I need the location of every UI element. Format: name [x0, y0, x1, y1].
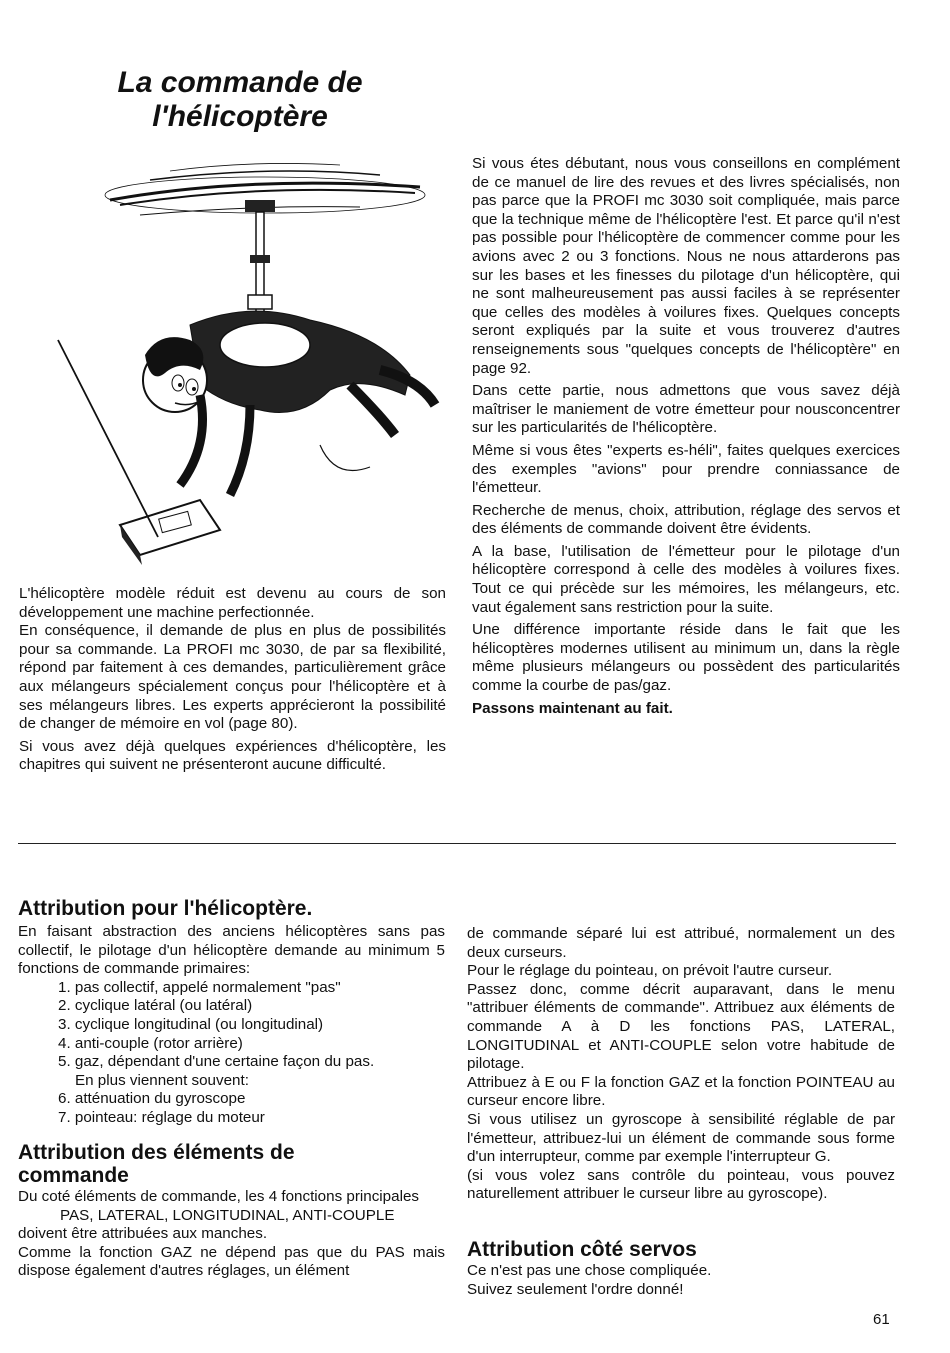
right-paragraph: (si vous volez sans contrôle du pointeau, vous pouvez naturellement attribuer le curseur libre au gyroscope). [467, 1166, 895, 1203]
section2-paragraph: Comme la fonction GAZ ne dépend pas que du PAS mais dispose également d'autres réglages, un élément [18, 1243, 445, 1280]
page-title [95, 66, 385, 134]
intro-paragraph: Dans cette partie, nous admettons que vous savez déjà maîtriser le maniement de votre émetteur pour nousconcentrer sur les particularités de l'hélicoptère. [472, 382, 900, 437]
section3-line: Suivez seulement l'ordre donné! [467, 1280, 684, 1298]
section2-body [18, 1188, 445, 1281]
intro-paragraph: Même si vous êtes "experts es-héli", faites quelques exercices des exemples "avions" pour prendre conniassance de l'émetteur. [472, 441, 900, 497]
section-heading-elements-commande [18, 1141, 448, 1187]
section-heading-line: Attribution des éléments de [18, 1141, 295, 1164]
section-heading-attribution-helicoptere: Attribution pour l'hélicoptère. [18, 897, 313, 920]
section2-paragraph: Du coté éléments de commande, les 4 fonctions principales [18, 1188, 419, 1205]
list-item: 2. cyclique latéral (ou latéral) [58, 997, 253, 1015]
section1-intro: En faisant abstraction des anciens hélicoptères sans pas collectif, le pilotage d'un hélicoptère demande au minimum 5 fonctions de commande primaires: [18, 923, 445, 978]
section2-functions: PAS, LATERAL, LONGITUDINAL, ANTI-COUPLE [60, 1206, 395, 1224]
page-title-line-2: l'hélicoptère [152, 100, 328, 133]
intro-right-column [472, 155, 900, 722]
list-item: 4. anti-couple (rotor arrière) [58, 1034, 243, 1052]
function-list [18, 979, 445, 1128]
right-column-lower [467, 925, 895, 1204]
list-note: En plus viennent souvent: [75, 1071, 249, 1089]
list-item: 7. pointeau: réglage du moteur [58, 1108, 265, 1126]
section-heading-attribution-servos: Attribution côté servos [467, 1238, 697, 1261]
page-number: 61 [873, 1311, 890, 1328]
intro-paragraph: Recherche de menus, choix, attribution, réglage des servos et des éléments de commande doivent être évidents. [472, 501, 900, 538]
section1-body [18, 923, 445, 1128]
section3-body [467, 1262, 895, 1299]
intro-paragraph: Si vous avez déjà quelques expériences d'hélicoptère, les chapitres qui suivent ne présenteront aucune difficulté. [19, 737, 446, 774]
right-paragraph: Si vous utilisez un gyroscope à sensibilité réglable de par l'émetteur, attribuez-lui un élément de commande sous forme d'un interrupteur, comme par exemple l'interrupteur G. [467, 1110, 895, 1166]
section-divider [18, 843, 896, 844]
intro-paragraph: Si vous étes débutant, nous vous conseillons en complément de ce manuel de lire des revues et des livres spécialisés, non pas parce que la PROFI mc 3030 soit compliquée, mais parce que la technique même de l'hélicoptère l'est. Et parce qu'il n'est pas possible pour l'hélicoptère de commencer comme pour les avions avec 2 ou 3 fonctions. Nous ne nous attarderons pas sur les bases et les finesses du pilotage d'un hélicoptère, qui ne sont malheureusement pas aussi faciles à se représenter que celles des modèles à voilures fixes. Quelques concepts seront expliqués par la suite et vous trouverez d'autres renseignements sous "quelques concepts de l'hélicoptère" en page 92. [472, 155, 900, 377]
list-item: 5. gaz, dépendant d'une certaine façon du pas. [58, 1053, 375, 1071]
page-title-line-1: La commande de [117, 66, 363, 99]
section-heading-line: commande [18, 1164, 129, 1187]
right-paragraph: Pour le réglage du pointeau, on prévoit l'autre curseur. [467, 962, 833, 980]
list-item: 6. atténuation du gyroscope [58, 1090, 246, 1108]
helicopter-pilot-illustration [50, 145, 450, 565]
section3-line: Ce n'est pas une chose compliquée. [467, 1262, 712, 1279]
intro-paragraph: L'hélicoptère modèle réduit est devenu au cours de son développement une machine perfectionnée. [19, 585, 446, 621]
right-paragraph: de commande séparé lui est attribué, normalement un des deux curseurs. [467, 925, 895, 961]
intro-conclusion: Passons maintenant au fait. [472, 699, 673, 717]
right-paragraph: Attribuez à E ou F la fonction GAZ et la fonction POINTEAU au curseur encore libre. [467, 1073, 895, 1110]
section2-paragraph: doivent être attribuées aux manches. [18, 1225, 268, 1243]
intro-left-column [19, 585, 446, 779]
list-item: 1. pas collectif, appelé normalement "pas" [58, 978, 341, 996]
right-paragraph: Passez donc, comme décrit auparavant, dans le menu "attribuer éléments de commande". Attribuez aux éléments de commande A à D les fonctions PAS, LATERAL, LONGITUDINAL et ANTI-COUPLE selon votre habitude de pilotage. [467, 980, 895, 1073]
intro-paragraph: En conséquence, il demande de plus en plus de possibilités pour sa commande. La PROFI mc 3030, de par sa flexibilité, répond par faitement à ces demandes, particulièrement grâce aux mélangeurs spécialement conçus pour l'hélicoptère et à ses mélangeurs libres. Les experts apprécieront la possibilité de changer de mémoire en vol (page 80). [19, 622, 446, 733]
intro-paragraph: A la base, l'utilisation de l'émetteur pour le pilotage d'un hélicoptère correspond à celle des modèles à voilures fixes. Tout ce qui précède sur les mémoires, les mélangeurs, etc. vaut également sans restriction pour la suite. [472, 542, 900, 616]
list-item: 3. cyclique longitudinal (ou longitudinal) [58, 1015, 324, 1033]
intro-paragraph: Une différence importante réside dans le fait que les hélicoptères modernes utilisent au minimum un, dans la règle même plusieurs mélangeurs ou possèdent des particularités comme la courbe de pas/gaz. [472, 621, 900, 695]
